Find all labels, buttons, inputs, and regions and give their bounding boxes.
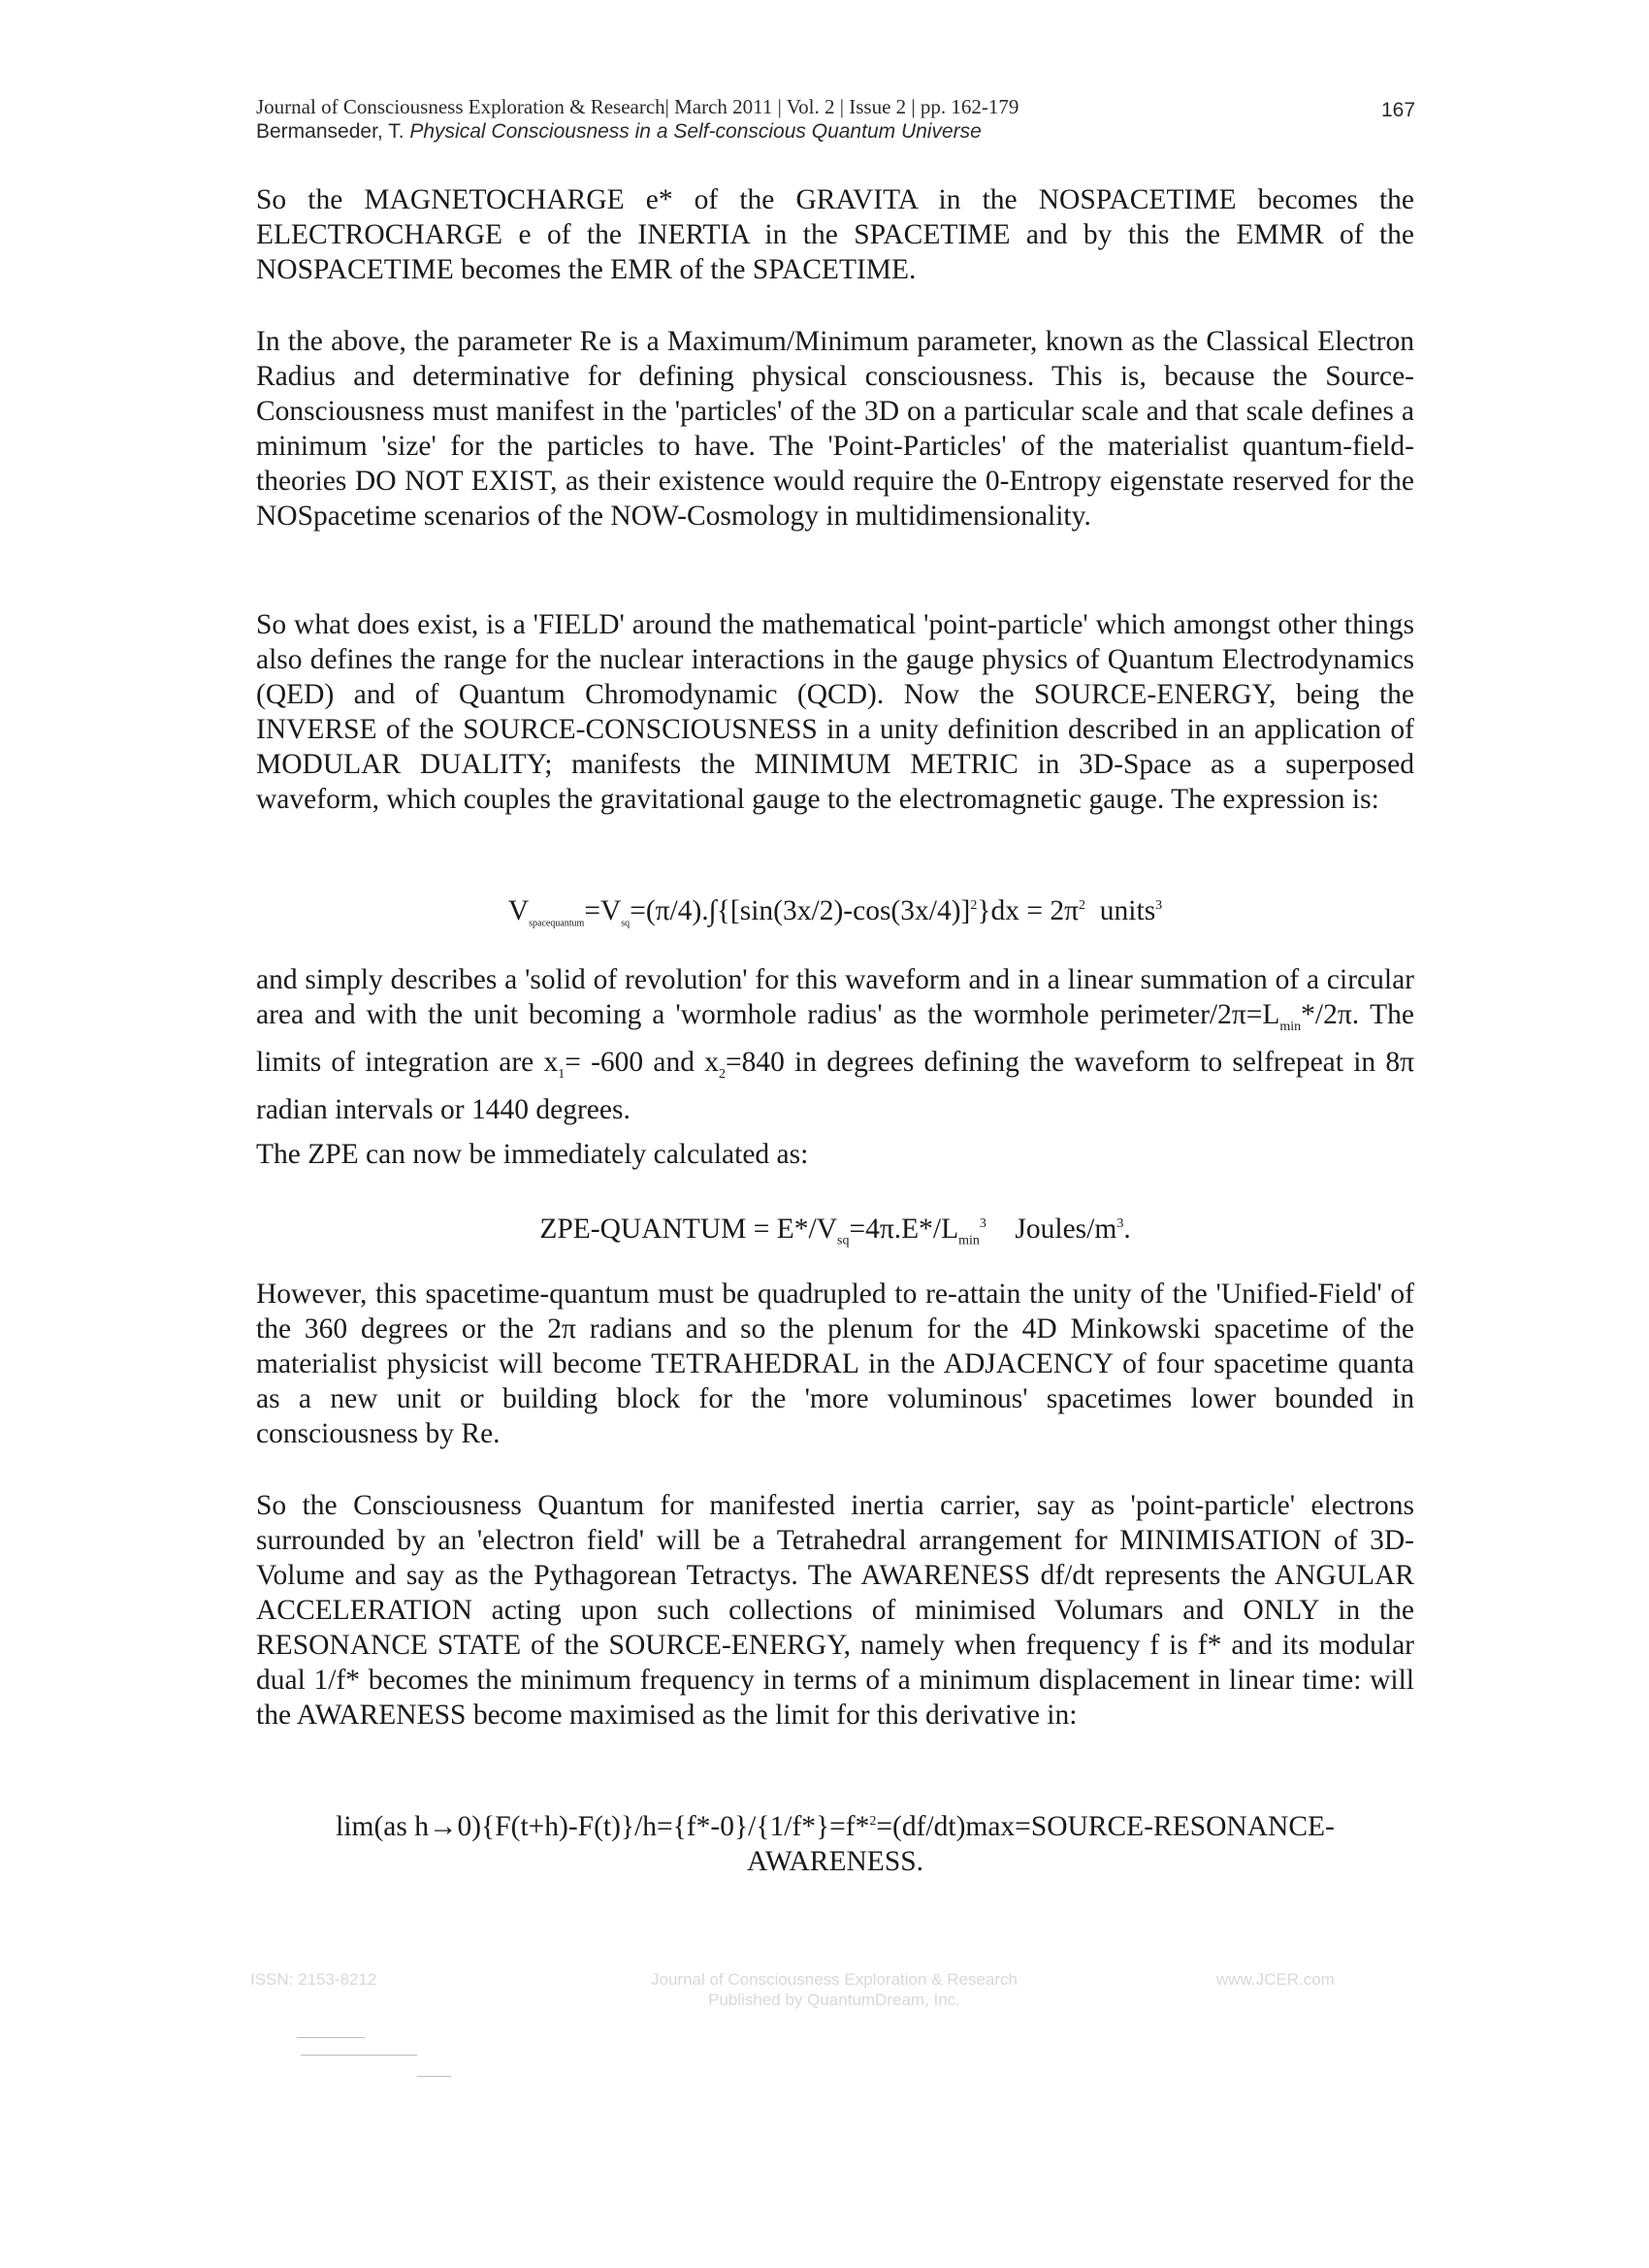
limit-line-1: [256, 1804, 1414, 1844]
eq-v: V: [507, 894, 530, 926]
zpe-end: .: [1123, 1213, 1131, 1245]
limit-b: =(df/dt)max=SOURCE-RESONANCE-: [876, 1810, 1335, 1842]
article-title: Physical Consciousness in a Self-conscious Quantum Universe: [409, 120, 982, 143]
footer-url: www.JCER.com: [1216, 1970, 1335, 1989]
footer-issn: ISSN: 2153-8212: [250, 1970, 377, 1989]
eq-units-sup: 3: [1155, 898, 1163, 913]
scan-mark: [301, 2055, 417, 2056]
paragraph-2: In the above, the parameter Re is a Maximum/Minimum parameter, known as the Classical Electron Radius and determinative for defining physical consciousness. This is, because the Source-Consciousness must manifest in the 'particles' of the 3D on a particular scale and that scale defines a minimum 'size' for the particles to have. The 'Point-Particles' of the materialist quantum-field-theories DO NOT EXIST, as their existence would require the 0-Entropy eigenstate reserved for the NOSpacetime scenarios of the NOW-Cosmology in multidimensionality.: [256, 326, 1414, 532]
scan-mark: [417, 2076, 451, 2077]
zpe-units-sup: 3: [1116, 1216, 1124, 1231]
footer-publisher: [621, 1969, 1048, 2010]
eq-expr-sup: 2: [970, 898, 978, 913]
scan-mark: [297, 2037, 365, 2038]
paragraph-6: However, this spacetime-quantum must be quadrupled to re-attain the unity of the 'Unified-Field' of the 360 degrees or the 2π radians and so the plenum for the 4D Minkowski spacetime of the materialist physicist will become TETRAHEDRAL in the ADJACENCY of four spacetime quanta as a new unit or building block for the 'more voluminous' spacetimes lower bounded in consciousness by Re.: [256, 1279, 1414, 1449]
paragraph-5: The ZPE can now be immediately calculated as:: [256, 1139, 809, 1170]
zpe-units: Joules/m: [1015, 1213, 1117, 1245]
zpe-equation: [256, 1207, 1414, 1259]
eq-v-sub: spacequantum: [529, 918, 585, 929]
zpe-mid-sub: min: [958, 1233, 980, 1248]
p4-part-d: =840 in degrees defining the waveform to selfrepeat in 8π radian intervals or 1440 degrees.: [256, 1046, 1415, 1125]
eq-units: units: [1099, 894, 1156, 926]
eq-expr: =(π/4).∫{[sin(3x/2)-cos(3x/4)]: [630, 894, 971, 926]
paragraph-3: So what does exist, is a 'FIELD' around the mathematical 'point-particle' which amongst other things also defines the range for the nuclear interactions in the gauge physics of Quantum Electrodynamics (QED) and of Quantum Chromodynamic (QCD). Now the SOURCE-ENERGY, being the INVERSE of the SOURCE-CONSCIOUSNESS in a unity definition described in an application of MODULAR DUALITY; manifests the MINIMUM METRIC in 3D-Space as a superposed waveform, which couples the gravitational gauge to the electromagnetic gauge. The expression is:: [256, 609, 1414, 815]
paragraph-4: [256, 962, 1414, 1127]
limit-a-sup: 2: [869, 1814, 877, 1829]
author: Bermanseder, T.: [256, 120, 404, 143]
footer-published-by: Published by QuantumDream, Inc.: [708, 1991, 960, 2009]
zpe-lhs-sub: sq: [837, 1233, 850, 1248]
eq-mid-sub: sq: [621, 918, 630, 929]
p4-part-c: = -600 and x: [565, 1046, 719, 1078]
p4-sub-a: min: [1279, 1019, 1302, 1034]
volume-equation: [256, 889, 1414, 942]
zpe-mid: =4π.E*/L: [849, 1213, 959, 1245]
limit-line-2: AWARENESS.: [746, 1845, 924, 1877]
footer-journal: Journal of Consciousness Exploration & Research: [651, 1970, 1018, 1989]
journal-citation: Journal of Consciousness Exploration & Research| March 2011 | Vol. 2 | Issue 2 | pp. 162-179: [256, 95, 1019, 118]
paragraph-1: So the MAGNETOCHARGE e* of the GRAVITA in the NOSPACETIME becomes the ELECTROCHARGE e of the INERTIA in the SPACETIME and by this the EMMR of the NOSPACETIME becomes the EMR of the SPACETIME.: [256, 184, 1414, 285]
limit-equation: [256, 1804, 1414, 1879]
limit-a: lim(as h→0){F(t+h)-F(t)}/h={f*-0}/{1/f*}=f*: [336, 1810, 870, 1842]
eq-tail: }dx = 2π: [977, 894, 1080, 926]
page-number: 167: [1381, 99, 1416, 121]
p4-sub-b: 1: [558, 1066, 566, 1082]
p4-part-b: */2π. The limits of integration are x: [256, 999, 1414, 1078]
p4-sub-c: 2: [718, 1066, 726, 1082]
eq-tail-sup: 2: [1079, 898, 1086, 913]
running-header: [256, 95, 1401, 144]
paragraph-7: So the Consciousness Quantum for manifested inertia carrier, say as 'point-particle' electrons surrounded by an 'electron field' will be a Tetrahedral arrangement for MINIMISATION of 3D-Volume and say as the Pythagorean Tetractys. The AWARENESS df/dt represents the ANGULAR ACCELERATION acting upon such collections of minimised Volumars and ONLY in the RESONANCE STATE of the SOURCE-ENERGY, namely when frequency f is f* and its modular dual 1/f* becomes the minimum frequency in terms of a minimum displacement in linear time: will the AWARENESS become maximised as the limit for this derivative in:: [256, 1490, 1414, 1731]
zpe-mid-sup: 3: [979, 1216, 986, 1231]
author-title-line: [256, 119, 1401, 144]
zpe-lhs: ZPE-QUANTUM = E*/V: [539, 1213, 838, 1245]
p4-part-a: and simply describes a 'solid of revolution' for this waveform and in a linear summation of a circular area and with the unit becoming a 'wormhole radius' as the wormhole perimeter/2π=L: [256, 964, 1414, 1030]
eq-mid: =V: [584, 894, 622, 926]
